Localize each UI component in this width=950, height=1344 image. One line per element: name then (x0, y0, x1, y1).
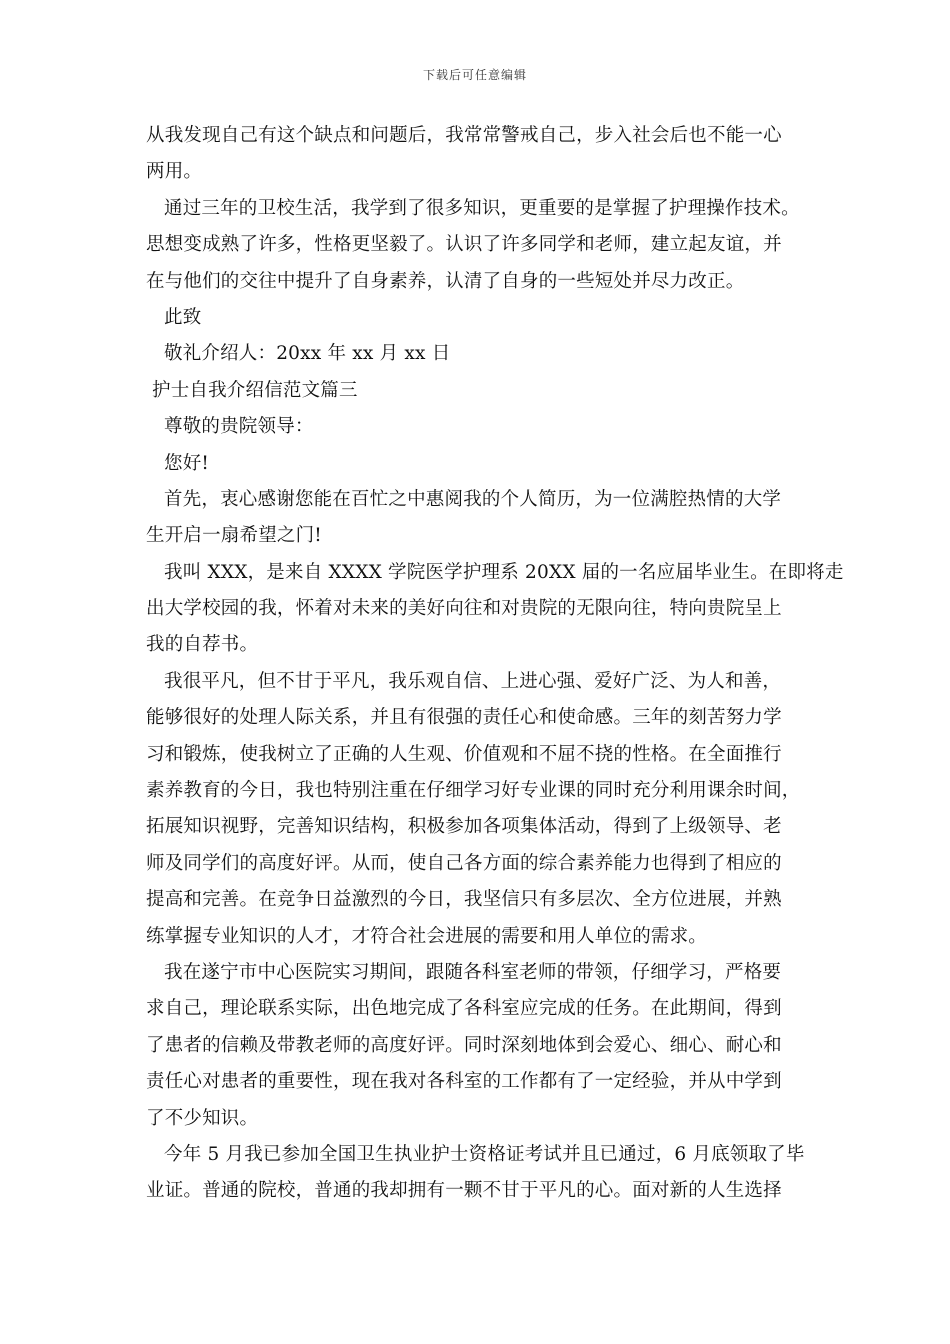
text-line: 首先，衷心感谢您能在百忙之中惠阅我的个人简历，为一位满腔热情的大学 (164, 488, 782, 510)
text-line: 提高和完善。在竞争日益激烈的今日，我坚信只有多层次、全方位进展，并熟 (146, 889, 782, 911)
text-line: 在与他们的交往中提升了自身素养，认清了自身的一些短处并尽力改正。 (146, 270, 745, 292)
text-line: 敬礼介绍人：20xx 年 xx 月 xx 日 (164, 343, 451, 365)
text-line: 生开启一扇希望之门! (146, 525, 322, 547)
text-line: 师及同学们的高度好评。从而，使自己各方面的综合素养能力也得到了相应的 (146, 852, 782, 874)
text-line: 业证。普通的院校，普通的我却拥有一颗不甘于平凡的心。面对新的人生选择 (146, 1180, 782, 1202)
text-line: 思想变成熟了许多，性格更坚毅了。认识了许多同学和老师，建立起友谊，并 (146, 234, 782, 256)
text-line: 素养教育的今日，我也特别注重在仔细学习好专业课的同时充分利用课余时间， (146, 780, 801, 802)
text-line: 我的自荐书。 (146, 634, 259, 656)
text-line: 通过三年的卫校生活，我学到了很多知识，更重要的是掌握了护理操作技术。 (164, 197, 800, 219)
text-line: 尊敬的贵院领导： (164, 416, 314, 438)
text-line: 从我发现自己有这个缺点和问题后，我常常警戒自己，步入社会后也不能一心 (146, 125, 782, 146)
text-line: 两用。 (146, 161, 203, 183)
text-line: 求自己，理论联系实际，出色地完成了各科室应完成的任务。在此期间，得到 (146, 998, 782, 1020)
text-line: 了患者的信赖及带教老师的高度好评。同时深刻地体到会爱心、细心、耐心和 (146, 1034, 782, 1056)
text-line: 习和锻炼，使我树立了正确的人生观、价值观和不屈不挠的性格。在全面推行 (146, 743, 782, 765)
text-line: 您好! (164, 452, 210, 474)
text-line: 我在遂宁市中心医院实习期间，跟随各科室老师的带领，仔细学习，严格要 (164, 961, 782, 983)
text-line: 我叫 XXX，是来自 XXXX 学院医学护理系 20XX 届的一名应届毕业生。在即将走 (164, 561, 844, 583)
document-body (146, 118, 844, 1210)
text-line: 了不少知识。 (146, 1107, 259, 1129)
text-line: 练掌握专业知识的人才，才符合社会进展的需要和用人单位的需求。 (146, 925, 708, 947)
text-line: 护士自我介绍信范文篇三 (152, 379, 358, 401)
page-header: 下载后可任意编辑 (422, 68, 527, 82)
text-line: 能够很好的处理人际关系，并且有很强的责任心和使命感。三年的刻苦努力学 (146, 707, 782, 729)
text-line: 拓展知识视野，完善知识结构，积极参加各项集体活动，得到了上级领导、老 (146, 816, 782, 838)
text-line: 此致 (164, 306, 202, 328)
text-line: 责任心对患者的重要性，现在我对各科室的工作都有了一定经验，并从中学到 (146, 1071, 782, 1093)
text-line: 出大学校园的我，怀着对未来的美好向往和对贵院的无限向往，特向贵院呈上 (146, 598, 782, 620)
text-line: 我很平凡，但不甘于平凡，我乐观自信、上进心强、爱好广泛、为人和善， (164, 670, 782, 692)
text-line: 今年 5 月我已参加全国卫生执业护士资格证考试并且已通过，6 月底领取了毕 (164, 1143, 805, 1165)
